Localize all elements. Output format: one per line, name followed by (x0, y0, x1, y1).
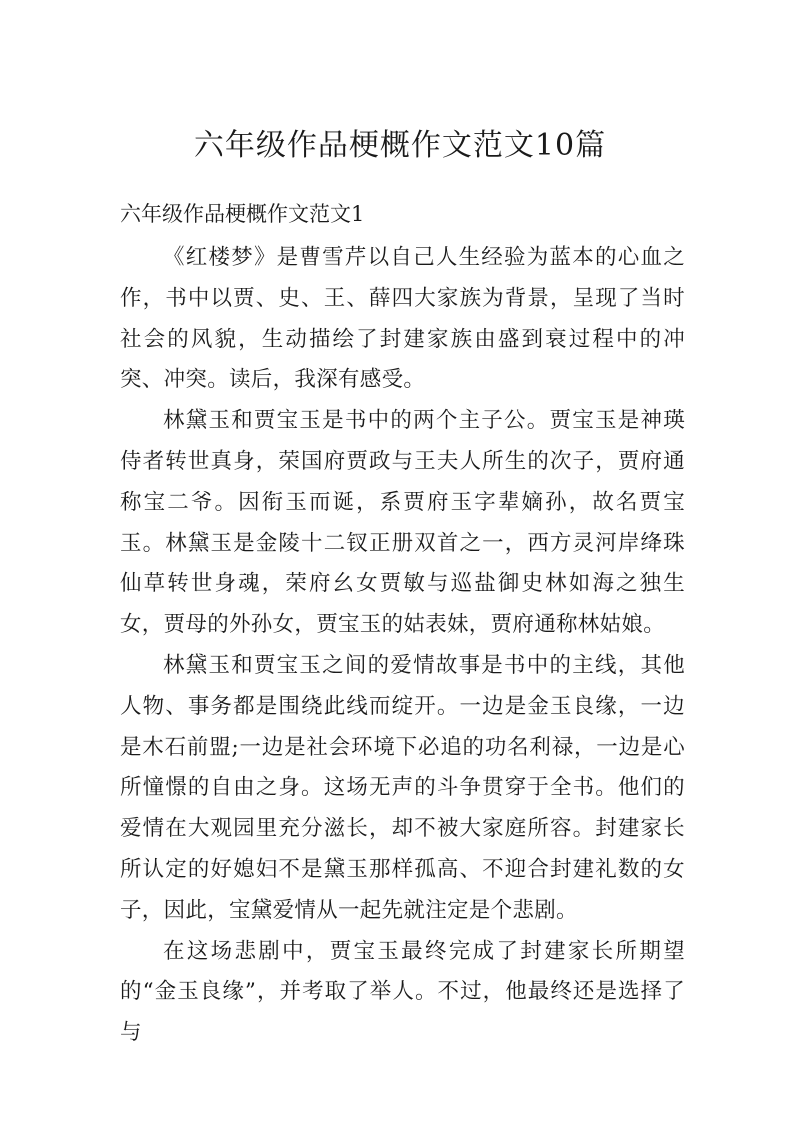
paragraph: 《红楼梦》是曹雪芹以自己人生经验为蓝本的心血之作，书中以贾、史、王、薛四大家族为背景，呈现了当时社会的风貌，生动描绘了封建家族由盛到衰过程中的冲突、冲突。读后，我深有感受。 (120, 245, 685, 393)
document-body (120, 238, 685, 1054)
document-title: 六年级作品梗概作文范文10篇 (193, 128, 607, 163)
paragraph: 林黛玉和贾宝玉是书中的两个主子公。贾宝玉是神瑛侍者转世真身，荣国府贾政与王夫人所生的次子，贾府通称宝二爷。因衔玉而诞，系贾府玉字辈嫡孙，故名贾宝玉。林黛玉是金陵十二钗正册双首之一，西方灵河岸绛珠仙草转世身魂，荣府幺女贾敏与巡盐御史林如海之独生女，贾母的外孙女，贾宝玉的姑表妹，贾府通称林姑娘。 (120, 408, 685, 638)
section-heading: 六年级作品梗概作文范文1 (120, 202, 365, 226)
paragraph: 林黛玉和贾宝玉之间的爱情故事是书中的主线，其他人物、事务都是围绕此线而绽开。一边是金玉良缘，一边是木石前盟;一边是社会环境下必追的功名利禄，一边是心所憧憬的自由之身。这场无声的斗争贯穿于全书。他们的爱情在大观园里充分滋长，却不被大家庭所容。封建家长所认定的好媳妇不是黛玉那样孤高、不迎合封建礼数的女子，因此，宝黛爱情从一起先就注定是个悲剧。 (120, 652, 685, 923)
paragraph: 在这场悲剧中，贾宝玉最终完成了封建家长所期望的“金玉良缘”，并考取了举人。不过，他最终还是选择了与 (120, 938, 685, 1046)
